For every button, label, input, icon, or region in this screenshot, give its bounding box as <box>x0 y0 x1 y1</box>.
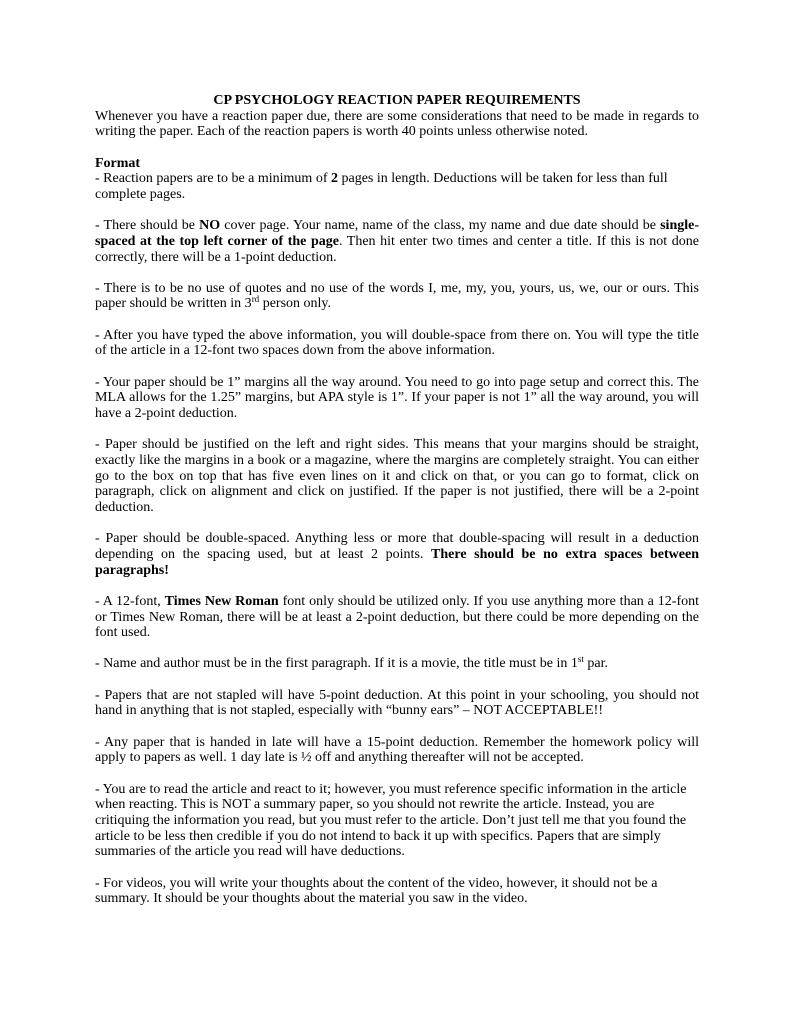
item-text: - Any paper that is handed in late will have a 15-point deduction. Remember the homework policy will apply to papers as well. 1 day late is ½ off and anything thereafter will not be accepted. <box>95 734 699 766</box>
item-bold-text: single-spaced at the top left corner of the page <box>95 218 699 249</box>
item-text: - Papers that are not stapled will have 5-point deduction. At this point in your schooling, you should not hand in anything that is not stapled, especially with “bunny ears” – NOT ACCEPTABLE!! <box>95 687 699 719</box>
item-bold-text: 2 <box>330 171 338 187</box>
item-bold-text: There should be no extra spaces between paragraphs! <box>95 546 699 578</box>
item-text: - There should be <box>95 218 200 234</box>
intro-paragraph: Whenever you have a reaction paper due, there are some considerations that need to be made in regards to writing the paper. Each of the reaction papers is worth 40 points unless otherwise noted. <box>95 108 699 140</box>
requirement-item <box>95 281 699 312</box>
item-text: cover page. Your name, name of the class, my name and due date should be <box>220 218 661 234</box>
requirement-item <box>95 876 699 907</box>
item-text: - Paper should be justified on the left and right sides. This means that your margins should be straight, exactly like the margins in a book or a magazine, where the margins are completely straight. You can either go to the box on top that has five even lines on it and click on that, or you can go to format, click on paragraph, click on alignment and click on justified. If the paper is not justified, there will be a 2-point deduction. <box>95 437 699 515</box>
superscript: rd <box>251 294 260 305</box>
requirement-item <box>95 656 699 672</box>
section-heading-format: Format <box>95 155 141 171</box>
item-text: - Paper should be double-spaced. Anything less or more that double-spacing will result in a deduction depending on the spacing used, but at least 2 points. <box>95 531 699 562</box>
requirement-item <box>95 688 699 719</box>
item-text: - You are to read the article and react to it; however, you must reference specific information in the article when reacting. This is NOT a summary paper, so you should not rewrite the article. Instead, you are critiquing the information you read, but you must refer to the article. Don’t just tell me that you found the article to be less then credible if you do not intend to back it up with specifics. Papers that are simply summaries of the article you read will have deductions. <box>95 781 687 860</box>
requirement-item <box>95 218 699 265</box>
superscript: st <box>577 654 584 665</box>
item-text: . Then hit enter two times and center a title. If this is not done correctly, there will be a 1-point deduction. <box>95 233 699 265</box>
item-text: - There is to be no use of quotes and no use of the words I, me, my, you, yours, us, we, our or ours. This paper should be written in 3 <box>95 280 699 312</box>
item-bold-text: Times New Roman <box>164 593 279 609</box>
document-page <box>95 93 699 923</box>
item-text: pages in length. Deductions will be taken for less than full complete pages. <box>95 171 668 202</box>
item-text: - Reaction papers are to be a minimum of <box>95 171 331 187</box>
requirement-item <box>95 735 699 766</box>
requirement-item <box>95 171 699 202</box>
requirement-item <box>95 782 699 860</box>
item-text: par. <box>583 656 609 672</box>
item-text: - For videos, you will write your thoughts about the content of the video, however, it should not be a summary. It should be your thoughts about the material you saw in the video. <box>95 875 658 907</box>
item-text: - After you have typed the above information, you will double-space from there on. You will type the title of the article in a 12-font two spaces down from the above information. <box>95 327 699 359</box>
item-text: person only. <box>259 296 331 312</box>
requirement-item <box>95 375 699 422</box>
item-text: - Your paper should be 1” margins all the way around. You need to go into page setup and correct this. The MLA allows for the 1.25” margins, but APA style is 1”. If your paper is not 1” all the way around, you will have a 2-point deduction. <box>95 374 699 422</box>
requirement-item <box>95 594 699 641</box>
requirement-item <box>95 328 699 359</box>
item-text: - A 12-font, <box>95 593 165 609</box>
requirement-item <box>95 437 699 515</box>
item-bold-text: NO <box>199 218 221 234</box>
requirement-item <box>95 531 699 578</box>
item-text: - Name and author must be in the first paragraph. If it is a movie, the title must be in 1 <box>95 656 578 672</box>
document-title: CP PSYCHOLOGY REACTION PAPER REQUIREMENTS <box>213 93 581 108</box>
item-text: font only should be utilized only. If you use anything more than a 12-font or Times New Roman, there will be at least a 2-point deduction, but there could be more depending on the font used. <box>95 593 699 641</box>
